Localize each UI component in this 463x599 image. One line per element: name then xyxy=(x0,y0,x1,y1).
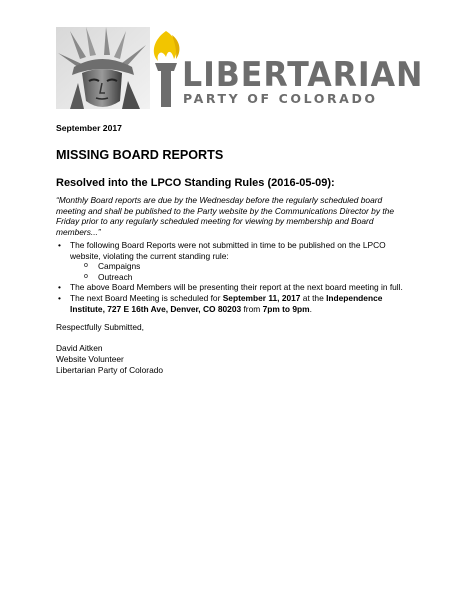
sub-list-item xyxy=(56,261,416,272)
page-title: MISSING BOARD REPORTS xyxy=(56,148,224,162)
signer-name: David Aitken xyxy=(56,343,103,353)
list-item xyxy=(56,282,416,293)
bullet-icon: • xyxy=(58,240,61,250)
list-item-text: The following Board Reports were not submitted in time to be published on the LPCO website, violating the current standing rule: xyxy=(70,240,386,261)
signer-title: Website Volunteer xyxy=(56,353,124,364)
list-item xyxy=(56,293,416,314)
list-item-text: The next Board Meeting is scheduled for xyxy=(70,292,223,303)
list-item xyxy=(56,240,416,261)
bullet-icon: • xyxy=(58,282,61,293)
statue-of-liberty-image xyxy=(56,27,150,109)
circle-bullet-icon: o xyxy=(84,272,88,280)
meeting-time: 7pm to 9pm xyxy=(262,303,310,314)
rule-quote: “Monthly Board reports are due by the Wednesday before the regularly scheduled board meeting and shall be published to the Party website by the Communications Director by the Friday prior to any regularly scheduled meeting for viewing by membership and Board members...” xyxy=(56,195,394,237)
report-date: September 2017 xyxy=(56,123,122,133)
sub-list-item-text: Campaigns xyxy=(98,261,141,272)
brand-name: LIBERTARIAN xyxy=(182,55,424,95)
section-heading: Resolved into the LPCO Standing Rules (2016-05-09): xyxy=(56,177,335,189)
meeting-date: September 11, 2017 xyxy=(222,292,301,303)
bullet-list xyxy=(56,240,416,314)
list-item-text: from xyxy=(241,303,263,314)
torch-logo-icon xyxy=(146,27,186,109)
circle-bullet-icon: o xyxy=(84,262,88,270)
bullet-icon: • xyxy=(58,292,61,303)
list-item-text: The above Board Members will be presenting their report at the next board meeting in full. xyxy=(70,282,403,293)
closing-line: Respectfully Submitted, xyxy=(56,322,144,332)
list-item-text: . xyxy=(309,303,312,314)
sub-list-item-text: Outreach xyxy=(98,271,133,282)
signature-block xyxy=(56,343,163,375)
meeting-location: Independence Institute, 727 E 16th Ave, Denver, CO 80203 xyxy=(70,292,383,314)
list-item-text: at the xyxy=(300,292,327,303)
brand-subtitle: PARTY OF COLORADO xyxy=(183,91,378,106)
sub-list-item xyxy=(56,272,416,283)
signer-organization: Libertarian Party of Colorado xyxy=(56,364,164,375)
